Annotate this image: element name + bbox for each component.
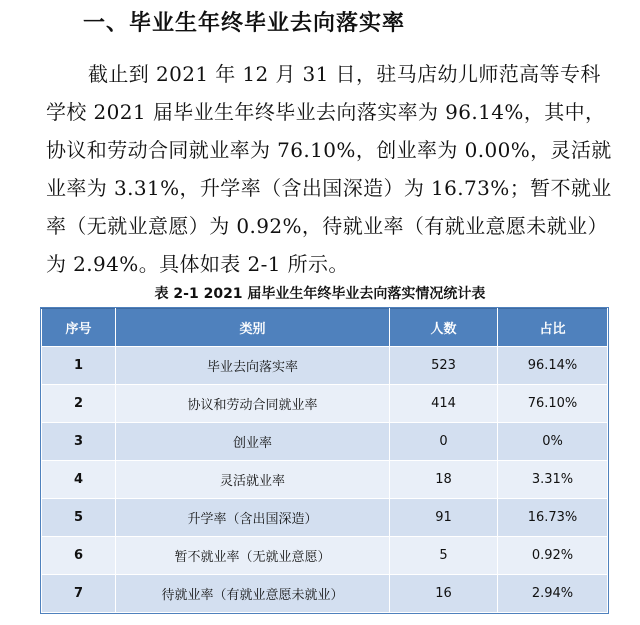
row-count: 0 — [390, 423, 498, 461]
row-category: 升学率（含出国深造） — [116, 499, 390, 537]
table-row — [42, 575, 608, 613]
table-row — [42, 385, 608, 423]
row-index: 3 — [42, 423, 116, 461]
table-caption: 表 2-1 2021 届毕业生年终毕业去向落实情况统计表 — [154, 286, 486, 302]
table-row — [42, 347, 608, 385]
paragraph-line: 业率为 3.31%，升学率（含出国深造）为 16.73%；暂不就业 — [46, 176, 612, 200]
row-index: 4 — [42, 461, 116, 499]
header-index: 序号 — [42, 309, 116, 347]
header-ratio: 占比 — [498, 309, 608, 347]
paragraph-line: 为 2.94%。具体如表 2-1 所示。 — [46, 252, 349, 276]
header-category: 类别 — [116, 309, 390, 347]
row-category: 创业率 — [116, 423, 390, 461]
paragraph-line: 协议和劳动合同就业率为 76.10%，创业率为 0.00%，灵活就 — [46, 138, 612, 162]
row-index: 5 — [42, 499, 116, 537]
table-row — [42, 499, 608, 537]
row-index: 6 — [42, 537, 116, 575]
statistics-table — [41, 308, 608, 613]
row-ratio: 2.94% — [498, 575, 608, 613]
row-count: 414 — [390, 385, 498, 423]
table-row — [42, 461, 608, 499]
row-category: 暂不就业率（无就业意愿） — [116, 537, 390, 575]
row-ratio: 76.10% — [498, 385, 608, 423]
row-count: 18 — [390, 461, 498, 499]
row-index: 2 — [42, 385, 116, 423]
row-index: 1 — [42, 347, 116, 385]
table-header-row — [42, 309, 608, 347]
body-paragraph — [46, 55, 612, 283]
table-row — [42, 537, 608, 575]
row-ratio: 0% — [498, 423, 608, 461]
section-heading: 一、毕业生年终毕业去向落实率 — [83, 11, 406, 36]
row-category: 灵活就业率 — [116, 461, 390, 499]
row-category: 协议和劳动合同就业率 — [116, 385, 390, 423]
row-count: 523 — [390, 347, 498, 385]
row-index: 7 — [42, 575, 116, 613]
row-count: 16 — [390, 575, 498, 613]
row-ratio: 3.31% — [498, 461, 608, 499]
paragraph-line: 率（无就业意愿）为 0.92%，待就业率（有就业意愿未就业） — [46, 214, 608, 238]
row-ratio: 16.73% — [498, 499, 608, 537]
table-row — [42, 423, 608, 461]
paragraph-line: 截止到 2021 年 12 月 31 日，驻马店幼儿师范高等专科 — [88, 62, 601, 86]
row-category: 待就业率（有就业意愿未就业） — [116, 575, 390, 613]
row-category: 毕业去向落实率 — [116, 347, 390, 385]
header-count: 人数 — [390, 309, 498, 347]
row-count: 5 — [390, 537, 498, 575]
row-ratio: 0.92% — [498, 537, 608, 575]
row-count: 91 — [390, 499, 498, 537]
paragraph-line: 学校 2021 届毕业生年终毕业去向落实率为 96.14%，其中， — [46, 100, 606, 124]
row-ratio: 96.14% — [498, 347, 608, 385]
